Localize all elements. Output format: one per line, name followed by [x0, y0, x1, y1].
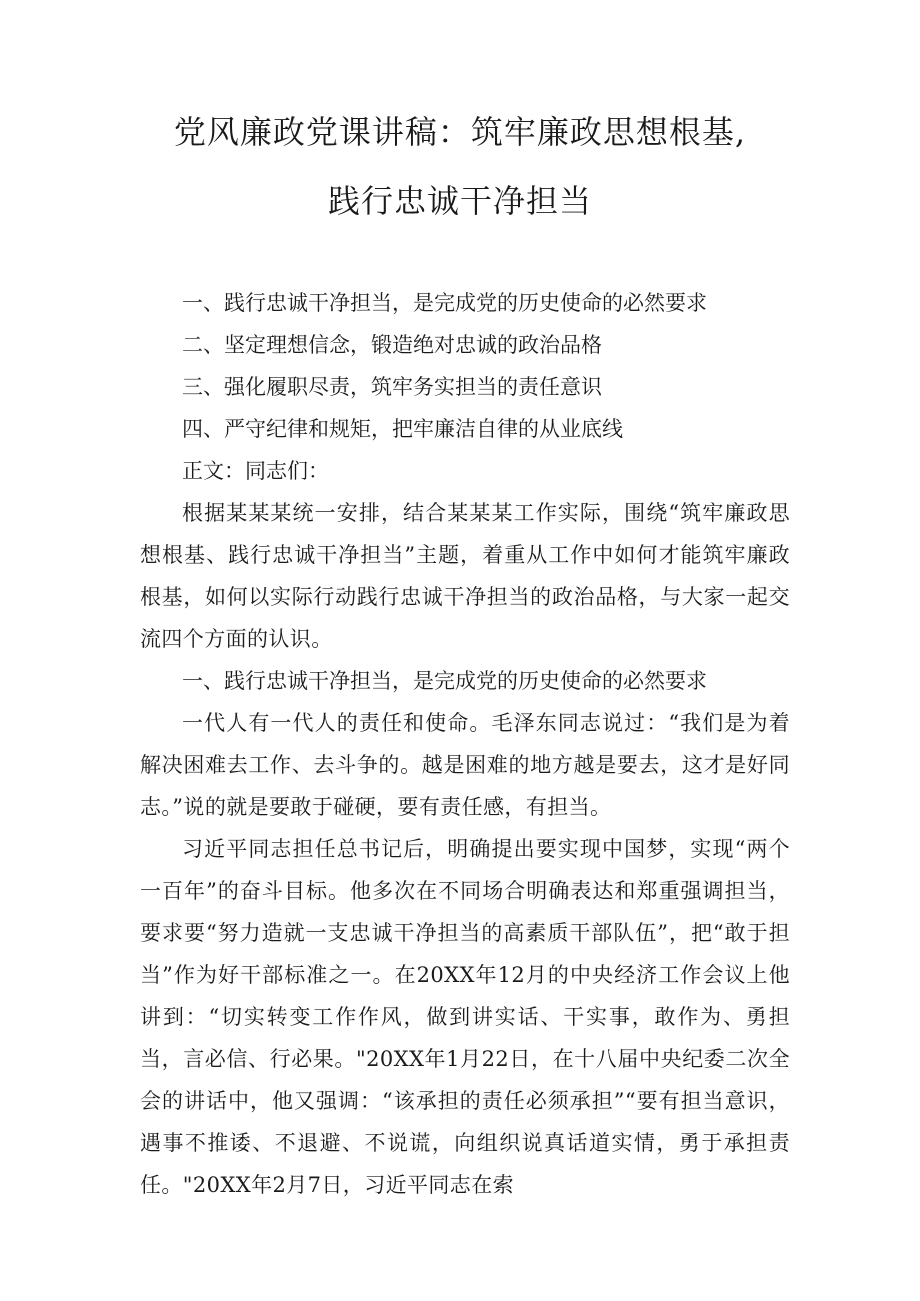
section-1-paragraph-2: 习近平同志担任总书记后，明确提出要实现中国梦，实现“两个一百年”的奋斗目标。他多次在不同场合明确表达和郑重强调担当，要求要“努力造就一支忠诚干净担当的高素质干部队伍”，把“敢于担当”作为好干部标准之一。在20XX年12月的中央经济工作会议上他讲到：“切实转变工作作风，做到讲实话、干实事，敢作为、勇担当，言必信、行必果。"20XX年1月22日，在十八届中央纪委二次全会的讲话中，他又强调：“该承担的责任必须承担”“要有担当意识，遇事不推诿、不退避、不说谎，向组织说真话道实情，勇于承担责任。"20XX年2月7日，习近平同志在索: [140, 837, 790, 1197]
document-title-line-1: 党风廉政党课讲稿：筑牢廉政思想根基,: [173, 113, 747, 151]
document-title-line-2: 践行忠诚干净担当: [327, 182, 592, 220]
outline-item-1: 一、践行忠诚干净担当，是完成党的历史使命的必然要求: [182, 291, 707, 315]
outline-item-2: 二、坚定理想信念，锻造绝对忠诚的政治品格: [182, 333, 602, 357]
outline-list: [140, 282, 790, 450]
outline-item-3: 三、强化履职尽责，筑牢务实担当的责任意识: [182, 375, 602, 399]
document-body: [140, 492, 790, 1206]
salutation: 正文：同志们：: [182, 459, 329, 483]
section-1-heading: 一、践行忠诚干净担当，是完成党的历史使命的必然要求: [182, 669, 707, 693]
section-1-paragraph-1: 一代人有一代人的责任和使命。毛泽东同志说过：“我们是为着解决困难去工作、去斗争的。越是困难的地方越是要去，这才是好同志。”说的就是要敢于碰硬，要有责任感，有担当。: [140, 711, 790, 819]
outline-item-4: 四、严守纪律和规矩，把牢廉洁自律的从业底线: [182, 417, 623, 441]
intro-paragraph: 根据某某某统一安排，结合某某某工作实际，围绕“筑牢廉政思想根基、践行忠诚干净担当”主题，着重从工作中如何才能筑牢廉政根基，如何以实际行动践行忠诚干净担当的政治品格，与大家一起交流四个方面的认识。: [140, 501, 790, 651]
